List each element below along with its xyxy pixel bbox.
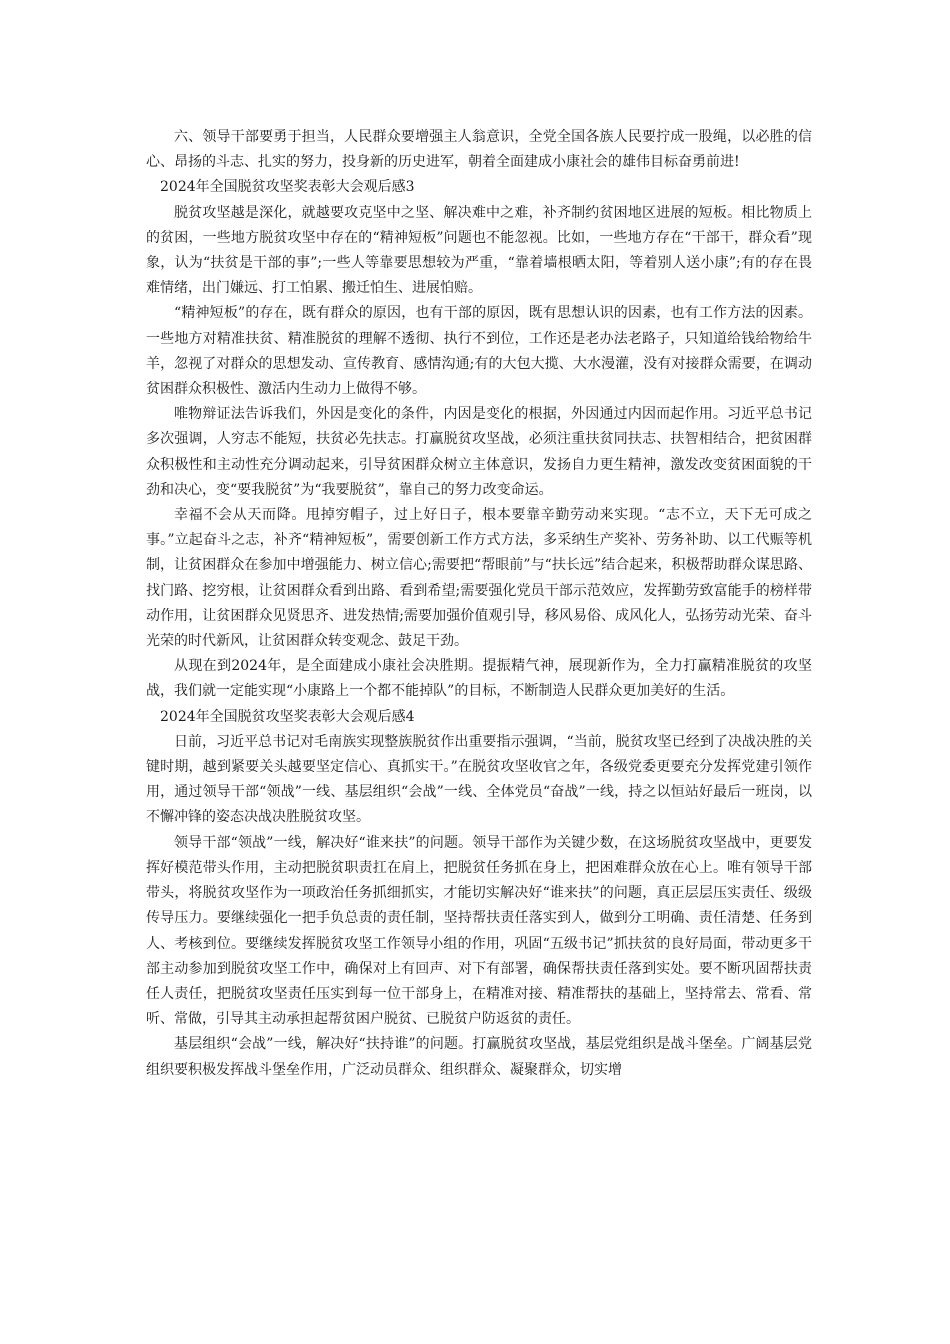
section-heading-4: 2024年全国脱贫攻坚奖表彰大会观后感4 [160,708,415,725]
paragraph-causes: “精神短板”的存在，既有群众的原因，也有干部的原因，既有思想认识的因素，也有工作方法的因素。一些地方对精准扶贫、精准脱贫的理解不透彻、执行不到位，工作还是老办法老路子，只知道给钱给物给牛羊，忽视了对群众的思想发动、宣传教育、感情沟通;有的大包大揽、大水漫灌，没有对接群众需要，在调动贫困群众积极性、激活内生动力上做得不够。 [146,305,812,398]
paragraph-grassroots: 基层组织“会战”一线，解决好“扶持谁”的问题。打赢脱贫攻坚战，基层党组织是战斗堡垒。广阔基层党组织要积极发挥战斗堡垒作用，广泛动员群众、组织群众、凝聚群众，切实增 [146,1036,812,1078]
paragraph-recent-instructions: 日前，习近平总书记对毛南族实现整族脱贫作出重要指示强调，“当前，脱贫攻坚已经到了决战决胜的关键时期，越到紧要关头越要坚定信心、真抓实干。”在脱贫攻坚收官之年，各级党委更要充分发挥党建引领作用，通过领导干部“领战”一线、基层组织“会战”一线、全体党员“奋战”一线，持之以恒站好最后一班岗，以不懈冲锋的姿态决战决胜脱贫攻坚。 [146,733,812,826]
paragraph-dialectics: 唯物辩证法告诉我们，外因是变化的条件，内因是变化的根据，外因通过内因而起作用。习近平总书记多次强调，人穷志不能短，扶贫必先扶志。打赢脱贫攻坚战，必须注重扶贫同扶志、扶智相结合，把贫困群众积极性和主动性充分调动起来，引导贫困群众树立主体意识，发扬自力更生精神，激发改变贫困面貌的干劲和决心，变“要我脱贫”为“我要脱贫”，靠自己的努力改变命运。 [146,406,812,498]
section-heading-3: 2024年全国脱贫攻坚奖表彰大会观后感3 [160,179,415,196]
paragraph-happiness: 幸福不会从天而降。甩掉穷帽子，过上好日子，根本要靠辛勤劳动来实现。“志不立，天下无可成之事。”立起奋斗之志，补齐“精神短板”，需要创新工作方式方法，多采纳生产奖补、劳务补助、以工代赈等机制，让贫困群众在参加中增强能力、树立信心;需要把“帮眼前”与“扶长远”结合起来，积极帮助群众谋思路、找门路、挖穷根，让贫困群众看到出路、看到希望;需要强化党员干部示范效应，发挥勤劳致富能手的榜样带动作用，让贫困群众见贤思齐、进发热情;需要加强价值观引导，移风易俗、成风化人，弘扬劳动光荣、奋斗光荣的时代新风，让贫困群众转变观念、鼓足干劲。 [146,507,812,650]
paragraph-conclusion-six: 六、领导干部要勇于担当，人民群众要增强主人翁意识，全党全国各族人民要拧成一股绳，以必胜的信心、昂扬的斗志、扎实的努力，投身新的历史进军，朝着全面建成小康社会的雄伟目标奋勇前进! [146,129,812,171]
document-page [146,125,812,1083]
paragraph-leading-cadres: 领导干部“领战”一线，解决好“谁来扶”的问题。领导干部作为关键少数，在这场脱贫攻坚战中，更要发挥好模范带头作用，主动把脱贫职责扛在肩上，把脱贫任务抓在身上，把困难群众放在心上。唯有领导干部带头，将脱贫攻坚作为一项政治任务抓细抓实，才能切实解决好“谁来扶”的问题，真正层层压实责任、级级传导压力。要继续强化一把手负总责的责任制，坚持帮扶责任落实到人，做到分工明确、责任清楚、任务到人、考核到位。要继续发挥脱贫攻坚工作领导小组的作用，巩固“五级书记”抓扶贫的良好局面，带动更多干部主动参加到脱贫攻坚工作中，确保对上有回声、对下有部署，确保帮扶责任落到实处。要不断巩固帮扶责任人责任，把脱贫攻坚责任压实到每一位干部身上，在精准对接、精准帮扶的基础上，坚持常去、常看、常听、常做，引导其主动承担起帮贫困户脱贫、已脱贫户防返贫的责任。 [146,834,812,1028]
paragraph-spiritual-shortboard: 脱贫攻坚越是深化，就越要攻克坚中之坚、解决难中之难，补齐制约贫困地区进展的短板。相比物质上的贫困，一些地方脱贫攻坚中存在的“精神短板”问题也不能忽视。比如，一些地方存在“干部干，群众看”现象，认为“扶贫是干部的事”;一些人等靠要思想较为严重，“靠着墙根晒太阳，等着别人送小康”;有的存在畏难情绪，出门嫌远、打工怕累、搬迁怕生、进展怕赔。 [146,204,812,297]
paragraph-decisive-period: 从现在到2024年，是全面建成小康社会决胜期。提振精气神，展现新作为，全力打赢精准脱贫的攻坚战，我们就一定能实现“小康路上一个都不能掉队”的目标，不断制造人民群众更加美好的生活。 [146,658,812,700]
